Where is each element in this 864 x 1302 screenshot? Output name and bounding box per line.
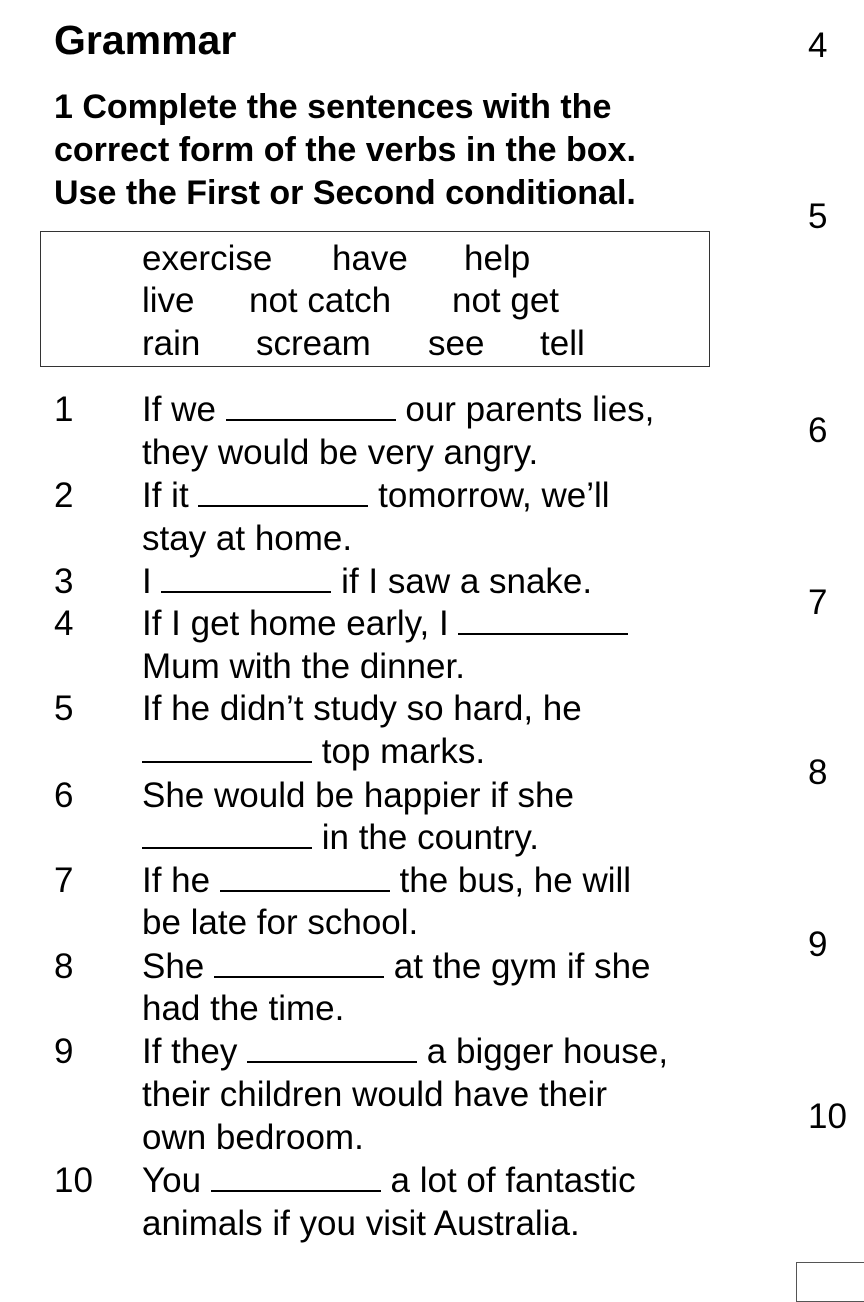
question-number: 10: [54, 1161, 93, 1200]
answer-blank[interactable]: [211, 1160, 381, 1192]
question-line: If I get home early, I: [142, 603, 628, 645]
question-number: 5: [54, 689, 74, 728]
question-number: 4: [54, 604, 74, 643]
box-word: exercise: [142, 239, 273, 278]
question-line: If it tomorrow, we’ll: [142, 476, 610, 515]
question-line: had the time.: [142, 989, 345, 1028]
box-word: scream: [256, 324, 371, 363]
instruction-line-1: 1 Complete the sentences with the: [54, 88, 612, 126]
instruction-line-3: Use the First or Second conditional.: [54, 174, 636, 212]
question-line: She at the gym if she: [142, 947, 651, 986]
answer-blank[interactable]: [226, 389, 396, 421]
question-line: Mum with the dinner.: [142, 647, 465, 686]
answer-blank[interactable]: [161, 561, 331, 593]
question-line: be late for school.: [142, 903, 419, 942]
corner-box-edge: [796, 1262, 864, 1302]
question-line: they would be very angry.: [142, 433, 539, 472]
question-number: 7: [54, 861, 74, 900]
answer-blank[interactable]: [220, 860, 390, 892]
side-number: 6: [808, 411, 828, 450]
question-line: own bedroom.: [142, 1118, 364, 1157]
box-word: have: [332, 239, 408, 278]
side-number: 10: [808, 1097, 847, 1136]
box-word: live: [142, 281, 195, 320]
question-line: their children would have their: [142, 1075, 607, 1114]
instruction-line-2: correct form of the verbs in the box.: [54, 131, 636, 169]
question-line: If he didn’t study so hard, he: [142, 689, 582, 728]
question-line: You a lot of fantastic: [142, 1161, 636, 1200]
question-number: 6: [54, 776, 74, 815]
answer-blank[interactable]: [214, 946, 384, 978]
side-number: 7: [808, 583, 828, 622]
question-number: 3: [54, 562, 74, 601]
question-number: 2: [54, 476, 74, 515]
question-number: 1: [54, 390, 74, 429]
answer-blank[interactable]: [247, 1031, 417, 1063]
question-line: stay at home.: [142, 519, 353, 558]
box-word: not catch: [249, 281, 392, 320]
question-line: I if I saw a snake.: [142, 562, 593, 601]
question-number: 8: [54, 947, 74, 986]
box-word: tell: [540, 324, 585, 363]
answer-blank[interactable]: [458, 603, 628, 635]
box-word: rain: [142, 324, 201, 363]
answer-blank[interactable]: [198, 475, 368, 507]
question-line: top marks.: [142, 731, 485, 773]
side-number: 5: [808, 197, 828, 236]
side-number: 8: [808, 753, 828, 792]
question-number: 9: [54, 1032, 74, 1071]
side-number: 9: [808, 925, 828, 964]
question-line: animals if you visit Australia.: [142, 1204, 580, 1243]
question-line: She would be happier if she: [142, 776, 574, 815]
question-line: in the country.: [142, 817, 539, 859]
answer-blank[interactable]: [142, 731, 312, 763]
question-line: If they a bigger house,: [142, 1032, 669, 1071]
box-word: see: [428, 324, 485, 363]
box-word: not get: [452, 281, 560, 320]
answer-blank[interactable]: [142, 817, 312, 849]
question-line: If we our parents lies,: [142, 390, 655, 429]
section-title: Grammar: [54, 17, 237, 63]
question-line: If he the bus, he will: [142, 861, 632, 900]
side-number: 4: [808, 26, 828, 65]
box-word: help: [464, 239, 531, 278]
